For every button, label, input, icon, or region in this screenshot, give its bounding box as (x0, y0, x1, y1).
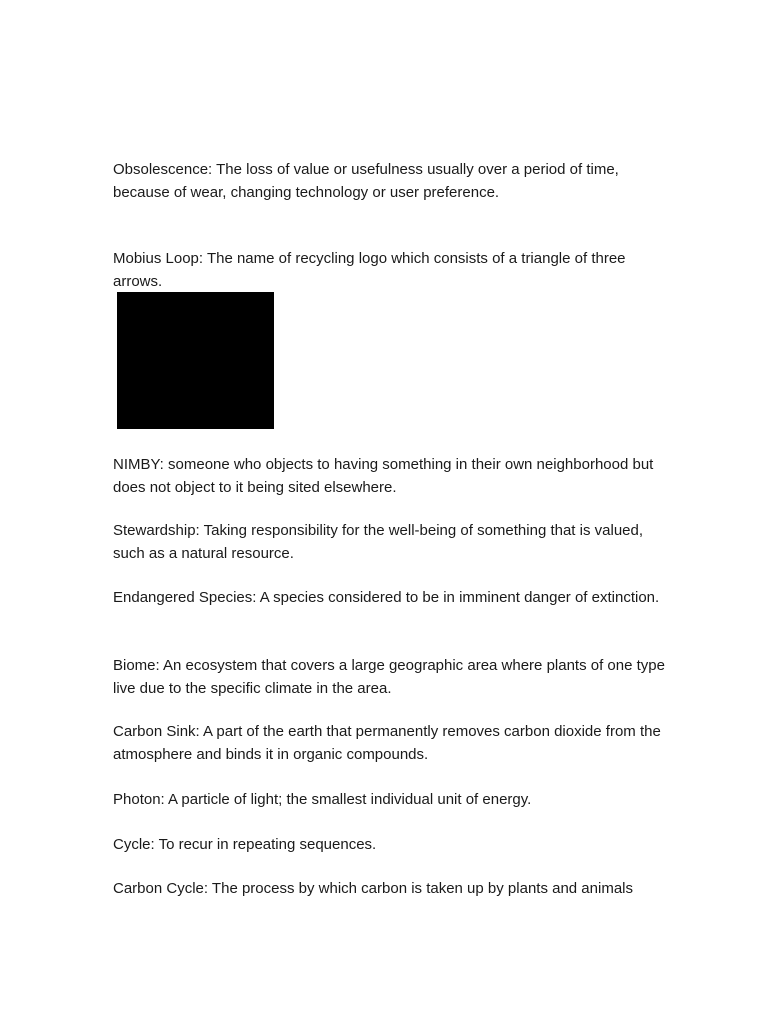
entry-carbon-sink: Carbon Sink: A part of the earth that permanently removes carbon dioxide from the atmosphere and binds it in organic compounds. (113, 723, 661, 763)
entry-carbon-cycle: Carbon Cycle: The process by which carbon is taken up by plants and animals (113, 880, 633, 897)
redacted-image (117, 292, 274, 429)
entry-endangered-species: Endangered Species: A species considered to be in imminent danger of extinction. (113, 589, 660, 606)
entry-nimby: NIMBY: someone who objects to having something in their own neighborhood but does not object to it being sited elsewhere. (113, 456, 654, 496)
entry-photon: Photon: A particle of light; the smallest individual unit of energy. (113, 791, 532, 808)
entry-mobius-loop: Mobius Loop: The name of recycling logo which consists of a triangle of three arrows. (113, 250, 626, 290)
entry-obsolescence: Obsolescence: The loss of value or usefulness usually over a period of time, because of wear, changing technology or user preference. (113, 161, 619, 201)
entry-stewardship: Stewardship: Taking responsibility for the well-being of something that is valued, such as a natural resource. (113, 522, 644, 562)
entry-biome: Biome: An ecosystem that covers a large geographic area where plants of one type live due to the specific climate in the area. (113, 657, 665, 697)
entry-cycle: Cycle: To recur in repeating sequences. (113, 836, 377, 853)
